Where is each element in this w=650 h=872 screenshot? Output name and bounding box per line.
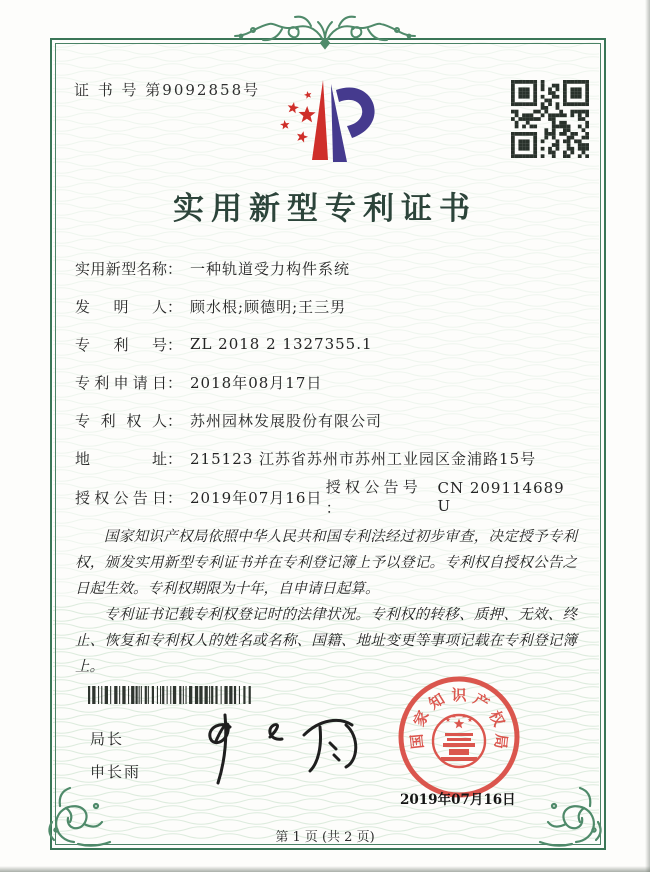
- certificate-fields: [75, 249, 555, 477]
- svg-text:产: 产: [470, 689, 493, 713]
- page-number: 第 1 页 (共 2 页): [275, 830, 375, 845]
- certificate-number: 证 书 号 第9092858号: [74, 81, 261, 99]
- issuer-name: 申长雨: [90, 763, 142, 781]
- seal-date: 2019年07月16日: [400, 792, 516, 808]
- top-flourish-ornament: [227, 14, 423, 60]
- field-label: 实用新型名称：: [75, 259, 183, 278]
- cnipa-logo-icon: [262, 76, 402, 172]
- field-row-name: [75, 249, 555, 287]
- barcode-icon: [88, 686, 256, 704]
- svg-text:权: 权: [485, 707, 509, 730]
- body-paragraph: 专利证书记载专利权登记时的法律状况。专利权的转移、质押、无效、终止、恢复和专利权人的姓名或名称、国籍、地址变更等事项记载在专利登记簿上。: [75, 607, 577, 675]
- issuer-title: 局长: [90, 730, 125, 748]
- grant-announcement-row: [75, 478, 580, 516]
- svg-text:家: 家: [409, 707, 433, 730]
- field-value: 一种轨道受力构件系统: [190, 259, 351, 278]
- certificate-body-text: [75, 524, 577, 680]
- scan-edge-shadow-right: [645, 0, 650, 872]
- certificate-title: 实用新型专利证书: [173, 191, 477, 227]
- field-value: 苏州园林发展股份有限公司: [190, 411, 383, 430]
- issuer-block: [90, 728, 141, 794]
- field-value: 215123 江苏省苏州市苏州工业园区金浦路15号: [190, 449, 537, 468]
- national-emblem-icon: [433, 714, 485, 768]
- field-value: ZL 2018 2 1327355.1: [190, 335, 373, 353]
- grant-number: 授权公告号： CN 209114689 U: [325, 478, 565, 517]
- body-paragraph: 国家知识产权局依照中华人民共和国专利法经过初步审查，决定授予专利权，颁发实用新型专利证书并在专利登记簿上予以登记。专利权自授权公告之日起生效。专利权期限为十年，自申请日起算。: [75, 529, 577, 597]
- official-seal-icon: [397, 675, 521, 799]
- svg-text:知: 知: [425, 689, 448, 713]
- scan-edge-shadow-bottom: [0, 866, 650, 872]
- field-label: 授权公告号：: [325, 478, 418, 517]
- field-label: 专利权人：: [75, 411, 183, 430]
- field-row-patentee: [75, 401, 555, 439]
- svg-text:识: 识: [451, 686, 467, 704]
- qr-code-icon: [511, 80, 589, 158]
- field-row-inventors: [75, 287, 555, 325]
- field-label: 授权公告日：: [75, 488, 183, 507]
- field-value: 2018年08月17日: [190, 373, 323, 392]
- field-label: 专利号：: [75, 335, 183, 354]
- field-row-address: [75, 439, 555, 477]
- field-label: 地址：: [75, 449, 183, 468]
- grant-date: 授权公告日： 2019年07月16日: [75, 488, 323, 507]
- field-row-patent-number: [75, 325, 555, 363]
- field-label: 发明人：: [75, 297, 183, 316]
- svg-text:局: 局: [491, 732, 511, 750]
- field-row-filing-date: [75, 363, 555, 401]
- signature-script-icon: [178, 703, 378, 793]
- field-value: 顾水根;顾德明;王三男: [190, 297, 347, 316]
- field-label: 专利申请日：: [75, 373, 183, 392]
- svg-text:国: 国: [407, 732, 427, 750]
